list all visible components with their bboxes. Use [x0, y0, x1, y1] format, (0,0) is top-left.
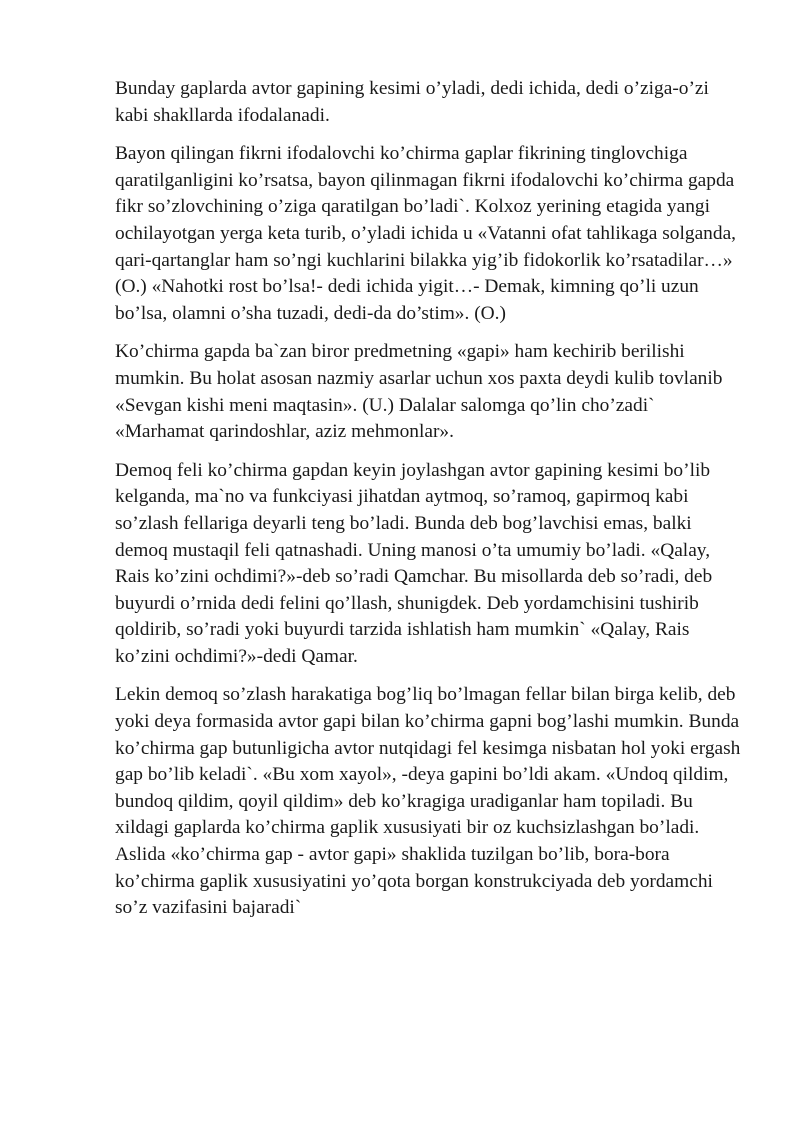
document-page — [115, 76, 745, 934]
paragraph-3: Ko’chirma gapda ba`zan biror predmetning «gapi» ham kechirib berilishi mumkin. Bu holat asosan nazmiy asarlar uchun xos paxta deydi kulib tovlanib «Sevgan kishi meni maqtasin». (U.) Dalalar salomga qo’lin cho’zadi` «Marhamat qarindoshlar, aziz mehmonlar». — [115, 341, 723, 443]
paragraph-1: Bunday gaplarda avtor gapining kesimi o’yladi, dedi ichida, dedi o’ziga-o’zi kabi shakllarda ifodalanadi. — [115, 78, 709, 126]
paragraph-5: Lekin demoq so’zlash harakatiga bog’liq bo’lmagan fellar bilan birga kelib, deb yoki deya formasida avtor gapi bilan ko’chirma gapni bog’lashi mumkin. Bunda ko’chirma gap butunligicha avtor nutqidagi fel kesimga nisbatan hol yoki ergash gap bo’lib keladi`. «Bu xom xayol», -deya gapini bo’ldi akam. «Undoq qildim, bundoq qildim, qoyil qildim» deb ko’kragiga uradiganlar ham topiladi. Bu xildagi gaplarda ko’chirma gaplik xususiyati bir oz kuchsizlashgan bo’ladi. Aslida «ko’chirma gap - avtor gapi» shaklida tuzilgan bo’lib, bora-bora ko’chirma gaplik xususiyatini yo’qota borgan konstrukciyada deb yordamchi so’z vazifasini bajaradi` — [115, 684, 741, 919]
paragraph-2: Bayon qilingan fikrni ifodalovchi ko’chirma gaplar fikrining tinglovchiga qaratilganligini ko’rsatsa, bayon qilinmagan fikrni ifodalovchi ko’chirma gapda fikr so’zlovchining o’ziga qaratilgan bo’ladi`. Kolxoz yerining etagida yangi ochilayotgan yerga keta turib, o’yladi ichida u «Vatanni ofat tahlikaga solganda, qari-qartanglar ham so’ngi kuchlarini bilakka yig’ib fidokorlik ko’rsatadilar…» (O.) «Nahotki rost bo’lsa!- dedi ichida yigit…- Demak, kimning qo’li uzun bo’lsa, olamni o’sha tuzadi, dedi-da do’stim». (O.) — [115, 143, 737, 324]
paragraph-4: Demoq feli ko’chirma gapdan keyin joylashgan avtor gapining kesimi bo’lib kelganda, ma`no va funkciyasi jihatdan aytmoq, so’ramoq, gapirmoq kabi so’zlash fellariga deyarli teng bo’ladi. Bunda deb bog’lavchisi emas, balki demoq mustaqil feli qatnashadi. Uning manosi o’ta umumiy bo’ladi. «Qalay, Rais ko’zini ochdimi?»-deb so’radi Qamchar. Bu misollarda deb so’radi, deb buyurdi o’rnida dedi felini qo’llash, shunigdek. Deb yordamchisini tushirib qoldirib, so’radi yoki buyurdi tarzida ishlatish ham mumkin` «Qalay, Rais ko’zini ochdimi?»-dedi Qamar. — [115, 459, 713, 667]
